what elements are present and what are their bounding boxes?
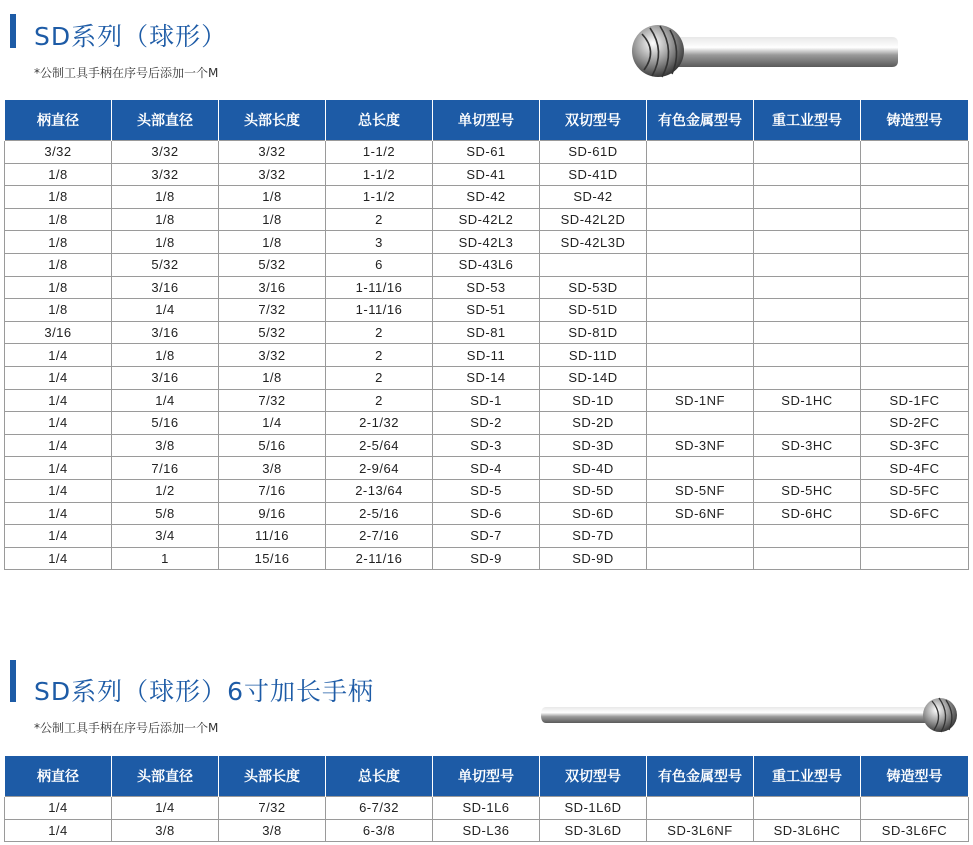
table-cell <box>861 253 969 276</box>
table-cell: 1/8 <box>5 253 112 276</box>
table-cell: SD-6HC <box>754 502 861 525</box>
table-cell: 3/16 <box>112 366 219 389</box>
table-cell: 9/16 <box>219 502 326 525</box>
table-row <box>5 547 969 570</box>
table-cell: SD-11D <box>540 344 647 367</box>
table-cell <box>754 163 861 186</box>
table-cell: SD-5D <box>540 479 647 502</box>
table-cell: SD-14 <box>433 366 540 389</box>
table-cell: 2 <box>326 208 433 231</box>
table-cell: SD-42L3 <box>433 231 540 254</box>
table-cell: SD-51 <box>433 299 540 322</box>
table-cell: 7/16 <box>219 479 326 502</box>
table-cell: 1/8 <box>112 231 219 254</box>
table-cell: 3/4 <box>112 525 219 548</box>
table-cell: 3/32 <box>219 163 326 186</box>
table-cell: SD-41D <box>540 163 647 186</box>
table-cell: SD-1NF <box>647 389 754 412</box>
table-cell: 3/32 <box>219 141 326 164</box>
table-cell: 3/32 <box>5 141 112 164</box>
table-cell <box>861 163 969 186</box>
table-cell: SD-2D <box>540 412 647 435</box>
header-head-diameter: 头部直径 <box>112 100 219 141</box>
table-cell <box>861 186 969 209</box>
table-row <box>5 141 969 164</box>
table-cell: SD-L36 <box>433 819 540 842</box>
table-cell: SD-9 <box>433 547 540 570</box>
table-cell <box>861 231 969 254</box>
header-shank-diameter: 柄直径 <box>5 100 112 141</box>
table-cell <box>647 276 754 299</box>
header-double-cut: 双切型号 <box>540 100 647 141</box>
table-cell: 1/4 <box>5 525 112 548</box>
table-cell: 1/8 <box>219 231 326 254</box>
metric-note: *公制工具手柄在序号后添加一个M <box>34 721 219 735</box>
table-cell: 1/8 <box>219 186 326 209</box>
table-cell: 1/8 <box>5 208 112 231</box>
table-cell <box>647 344 754 367</box>
table-body <box>5 141 969 570</box>
table-cell <box>647 186 754 209</box>
table-cell: SD-3L6HC <box>754 819 861 842</box>
table-cell: 7/32 <box>219 797 326 820</box>
table-cell: SD-3HC <box>754 434 861 457</box>
header-head-length: 头部长度 <box>219 756 326 797</box>
header-heavy-duty: 重工业型号 <box>754 100 861 141</box>
table-row <box>5 819 969 842</box>
table-cell: 1/8 <box>219 208 326 231</box>
table-cell: 1 <box>112 547 219 570</box>
table-cell <box>647 457 754 480</box>
table-row <box>5 434 969 457</box>
table-cell: 1/4 <box>5 479 112 502</box>
table-row <box>5 186 969 209</box>
table-row <box>5 797 969 820</box>
table-cell: SD-4 <box>433 457 540 480</box>
table-cell <box>647 412 754 435</box>
table-cell: 3/8 <box>219 819 326 842</box>
table-cell: 1/8 <box>112 186 219 209</box>
table-cell: 1-1/2 <box>326 163 433 186</box>
table-cell: 5/8 <box>112 502 219 525</box>
table-cell: SD-3L6D <box>540 819 647 842</box>
table-cell: 1/8 <box>112 344 219 367</box>
table-cell: SD-42L2 <box>433 208 540 231</box>
table-cell: 1/4 <box>5 502 112 525</box>
table-cell: SD-43L6 <box>433 253 540 276</box>
table-cell: 3/16 <box>219 276 326 299</box>
table-row <box>5 457 969 480</box>
table-cell: 1/4 <box>5 366 112 389</box>
table-cell: SD-4FC <box>861 457 969 480</box>
table-cell: 1/8 <box>5 276 112 299</box>
table-cell: 5/32 <box>219 321 326 344</box>
table-cell <box>754 412 861 435</box>
table-cell: 3/32 <box>112 163 219 186</box>
table-cell: 1/8 <box>219 366 326 389</box>
table-body <box>5 797 969 842</box>
table-cell <box>754 276 861 299</box>
table-cell: SD-61D <box>540 141 647 164</box>
table-cell: 5/32 <box>112 253 219 276</box>
table-cell: SD-1HC <box>754 389 861 412</box>
table-cell: 1-11/16 <box>326 276 433 299</box>
table-cell: SD-7D <box>540 525 647 548</box>
metric-note: *公制工具手柄在序号后添加一个M <box>34 66 219 80</box>
table-cell: SD-81 <box>433 321 540 344</box>
table-cell: 1/4 <box>5 547 112 570</box>
table-cell: 2-11/16 <box>326 547 433 570</box>
table-cell <box>647 208 754 231</box>
table-cell: 7/16 <box>112 457 219 480</box>
header-cast: 铸造型号 <box>861 756 969 797</box>
table-cell <box>754 457 861 480</box>
table-cell <box>754 186 861 209</box>
table-cell: SD-4D <box>540 457 647 480</box>
table-row <box>5 208 969 231</box>
table-cell <box>754 299 861 322</box>
table-row <box>5 321 969 344</box>
table-cell: SD-1FC <box>861 389 969 412</box>
table-cell: 3/8 <box>112 819 219 842</box>
table-cell: 3/16 <box>112 276 219 299</box>
table-cell <box>861 366 969 389</box>
table-cell <box>754 525 861 548</box>
table-cell <box>861 321 969 344</box>
table-cell <box>861 344 969 367</box>
table-cell: 3/32 <box>219 344 326 367</box>
table-cell: 5/16 <box>112 412 219 435</box>
table-cell <box>647 163 754 186</box>
table-cell: 3/8 <box>112 434 219 457</box>
table-cell <box>754 253 861 276</box>
table-cell: 1/4 <box>112 389 219 412</box>
table-cell: SD-5 <box>433 479 540 502</box>
table-cell: SD-3D <box>540 434 647 457</box>
header-nonferrous: 有色金属型号 <box>647 100 754 141</box>
table-cell: 2-7/16 <box>326 525 433 548</box>
table-cell: 1/8 <box>5 299 112 322</box>
ball-burr-short-icon <box>630 24 900 80</box>
header-overall-length: 总长度 <box>326 756 433 797</box>
section-title-bar <box>10 14 16 48</box>
table-cell <box>861 208 969 231</box>
table-row <box>5 389 969 412</box>
header-shank-diameter: 柄直径 <box>5 756 112 797</box>
table-cell <box>861 141 969 164</box>
header-single-cut: 单切型号 <box>433 756 540 797</box>
table-cell <box>861 547 969 570</box>
table-row <box>5 412 969 435</box>
table-cell: 7/32 <box>219 299 326 322</box>
table-cell: SD-9D <box>540 547 647 570</box>
table-cell: 3 <box>326 231 433 254</box>
table-cell: SD-6NF <box>647 502 754 525</box>
table-cell: 6 <box>326 253 433 276</box>
table-row <box>5 344 969 367</box>
table-cell <box>754 797 861 820</box>
table-cell: SD-41 <box>433 163 540 186</box>
table-cell <box>647 299 754 322</box>
table-cell: SD-2 <box>433 412 540 435</box>
table-cell: 5/16 <box>219 434 326 457</box>
table-cell: 15/16 <box>219 547 326 570</box>
table-cell: 7/32 <box>219 389 326 412</box>
table-cell: 1/4 <box>5 457 112 480</box>
table-cell: 1/8 <box>5 186 112 209</box>
table-cell <box>861 299 969 322</box>
table-cell <box>647 141 754 164</box>
table-cell: 1/4 <box>5 412 112 435</box>
table-cell: 2 <box>326 389 433 412</box>
table-cell <box>754 321 861 344</box>
table-cell: 2 <box>326 321 433 344</box>
table-cell: SD-61 <box>433 141 540 164</box>
table-cell: SD-5NF <box>647 479 754 502</box>
table-cell: 1/4 <box>5 344 112 367</box>
table-cell: SD-51D <box>540 299 647 322</box>
table-cell: SD-42L3D <box>540 231 647 254</box>
table-cell: SD-42 <box>433 186 540 209</box>
table-row <box>5 299 969 322</box>
header-nonferrous: 有色金属型号 <box>647 756 754 797</box>
table-row <box>5 502 969 525</box>
spec-table-extended <box>4 756 969 842</box>
table-cell: 1-11/16 <box>326 299 433 322</box>
table-cell: 3/16 <box>5 321 112 344</box>
table-row <box>5 366 969 389</box>
header-double-cut: 双切型号 <box>540 756 647 797</box>
table-row <box>5 479 969 502</box>
table-cell: SD-11 <box>433 344 540 367</box>
table-cell: SD-7 <box>433 525 540 548</box>
table-cell: 1-1/2 <box>326 186 433 209</box>
table-cell: 2 <box>326 344 433 367</box>
table-cell: SD-53 <box>433 276 540 299</box>
table-cell: 2-5/64 <box>326 434 433 457</box>
table-cell <box>647 253 754 276</box>
table-cell <box>861 797 969 820</box>
table-cell: 1/8 <box>5 231 112 254</box>
table-cell <box>540 253 647 276</box>
table-cell: SD-6 <box>433 502 540 525</box>
header-head-length: 头部长度 <box>219 100 326 141</box>
table-cell <box>647 797 754 820</box>
table-row <box>5 525 969 548</box>
table-cell <box>754 366 861 389</box>
table-cell: 3/16 <box>112 321 219 344</box>
table-cell <box>647 231 754 254</box>
table-cell: 5/32 <box>219 253 326 276</box>
section-title: SD系列（球形） <box>34 22 228 51</box>
header-cast: 铸造型号 <box>861 100 969 141</box>
table-cell: 2-5/16 <box>326 502 433 525</box>
table-cell: SD-3 <box>433 434 540 457</box>
table-cell: SD-3L6FC <box>861 819 969 842</box>
table-cell <box>754 547 861 570</box>
table-cell: 2-1/32 <box>326 412 433 435</box>
table-cell <box>754 344 861 367</box>
table-cell <box>647 321 754 344</box>
table-cell: SD-2FC <box>861 412 969 435</box>
table-cell: 1/4 <box>5 434 112 457</box>
table-cell: SD-5HC <box>754 479 861 502</box>
table-cell <box>647 547 754 570</box>
ball-burr-long-icon <box>538 696 962 736</box>
table-cell: 1/4 <box>112 299 219 322</box>
header-single-cut: 单切型号 <box>433 100 540 141</box>
table-cell: 1-1/2 <box>326 141 433 164</box>
table-cell: SD-53D <box>540 276 647 299</box>
table-cell: 1/4 <box>5 389 112 412</box>
table-cell: 2-9/64 <box>326 457 433 480</box>
spec-table-standard <box>4 100 969 570</box>
table-cell: SD-3L6NF <box>647 819 754 842</box>
table-cell: SD-6FC <box>861 502 969 525</box>
table-cell: SD-6D <box>540 502 647 525</box>
table-cell: SD-1L6D <box>540 797 647 820</box>
table-cell: 3/8 <box>219 457 326 480</box>
table-cell <box>647 525 754 548</box>
table-cell: SD-1L6 <box>433 797 540 820</box>
table-cell: SD-5FC <box>861 479 969 502</box>
section-title: SD系列（球形）6寸加长手柄 <box>34 677 375 706</box>
header-heavy-duty: 重工业型号 <box>754 756 861 797</box>
table-cell <box>754 231 861 254</box>
table-cell: SD-14D <box>540 366 647 389</box>
section-title-bar <box>10 660 16 702</box>
table-cell: 2-13/64 <box>326 479 433 502</box>
table-cell: 11/16 <box>219 525 326 548</box>
table-cell: 1/4 <box>112 797 219 820</box>
table-cell: 1/2 <box>112 479 219 502</box>
table-row <box>5 231 969 254</box>
table-cell <box>647 366 754 389</box>
table-row <box>5 253 969 276</box>
table-row <box>5 163 969 186</box>
table-cell: 1/4 <box>219 412 326 435</box>
table-row <box>5 276 969 299</box>
table-cell <box>754 141 861 164</box>
table-cell: SD-81D <box>540 321 647 344</box>
table-cell: SD-42 <box>540 186 647 209</box>
table-header-row <box>5 756 969 797</box>
table-cell: 1/4 <box>5 797 112 820</box>
table-cell: 1/4 <box>5 819 112 842</box>
table-header-row <box>5 100 969 141</box>
table-cell <box>861 276 969 299</box>
header-head-diameter: 头部直径 <box>112 756 219 797</box>
table-cell: 6-7/32 <box>326 797 433 820</box>
header-overall-length: 总长度 <box>326 100 433 141</box>
table-cell: 1/8 <box>5 163 112 186</box>
table-cell: 6-3/8 <box>326 819 433 842</box>
table-cell <box>754 208 861 231</box>
table-cell: SD-1D <box>540 389 647 412</box>
table-cell <box>861 525 969 548</box>
table-cell: SD-3FC <box>861 434 969 457</box>
table-cell: SD-42L2D <box>540 208 647 231</box>
table-cell: 1/8 <box>112 208 219 231</box>
table-cell: 3/32 <box>112 141 219 164</box>
table-cell: 2 <box>326 366 433 389</box>
table-cell: SD-1 <box>433 389 540 412</box>
table-cell: SD-3NF <box>647 434 754 457</box>
